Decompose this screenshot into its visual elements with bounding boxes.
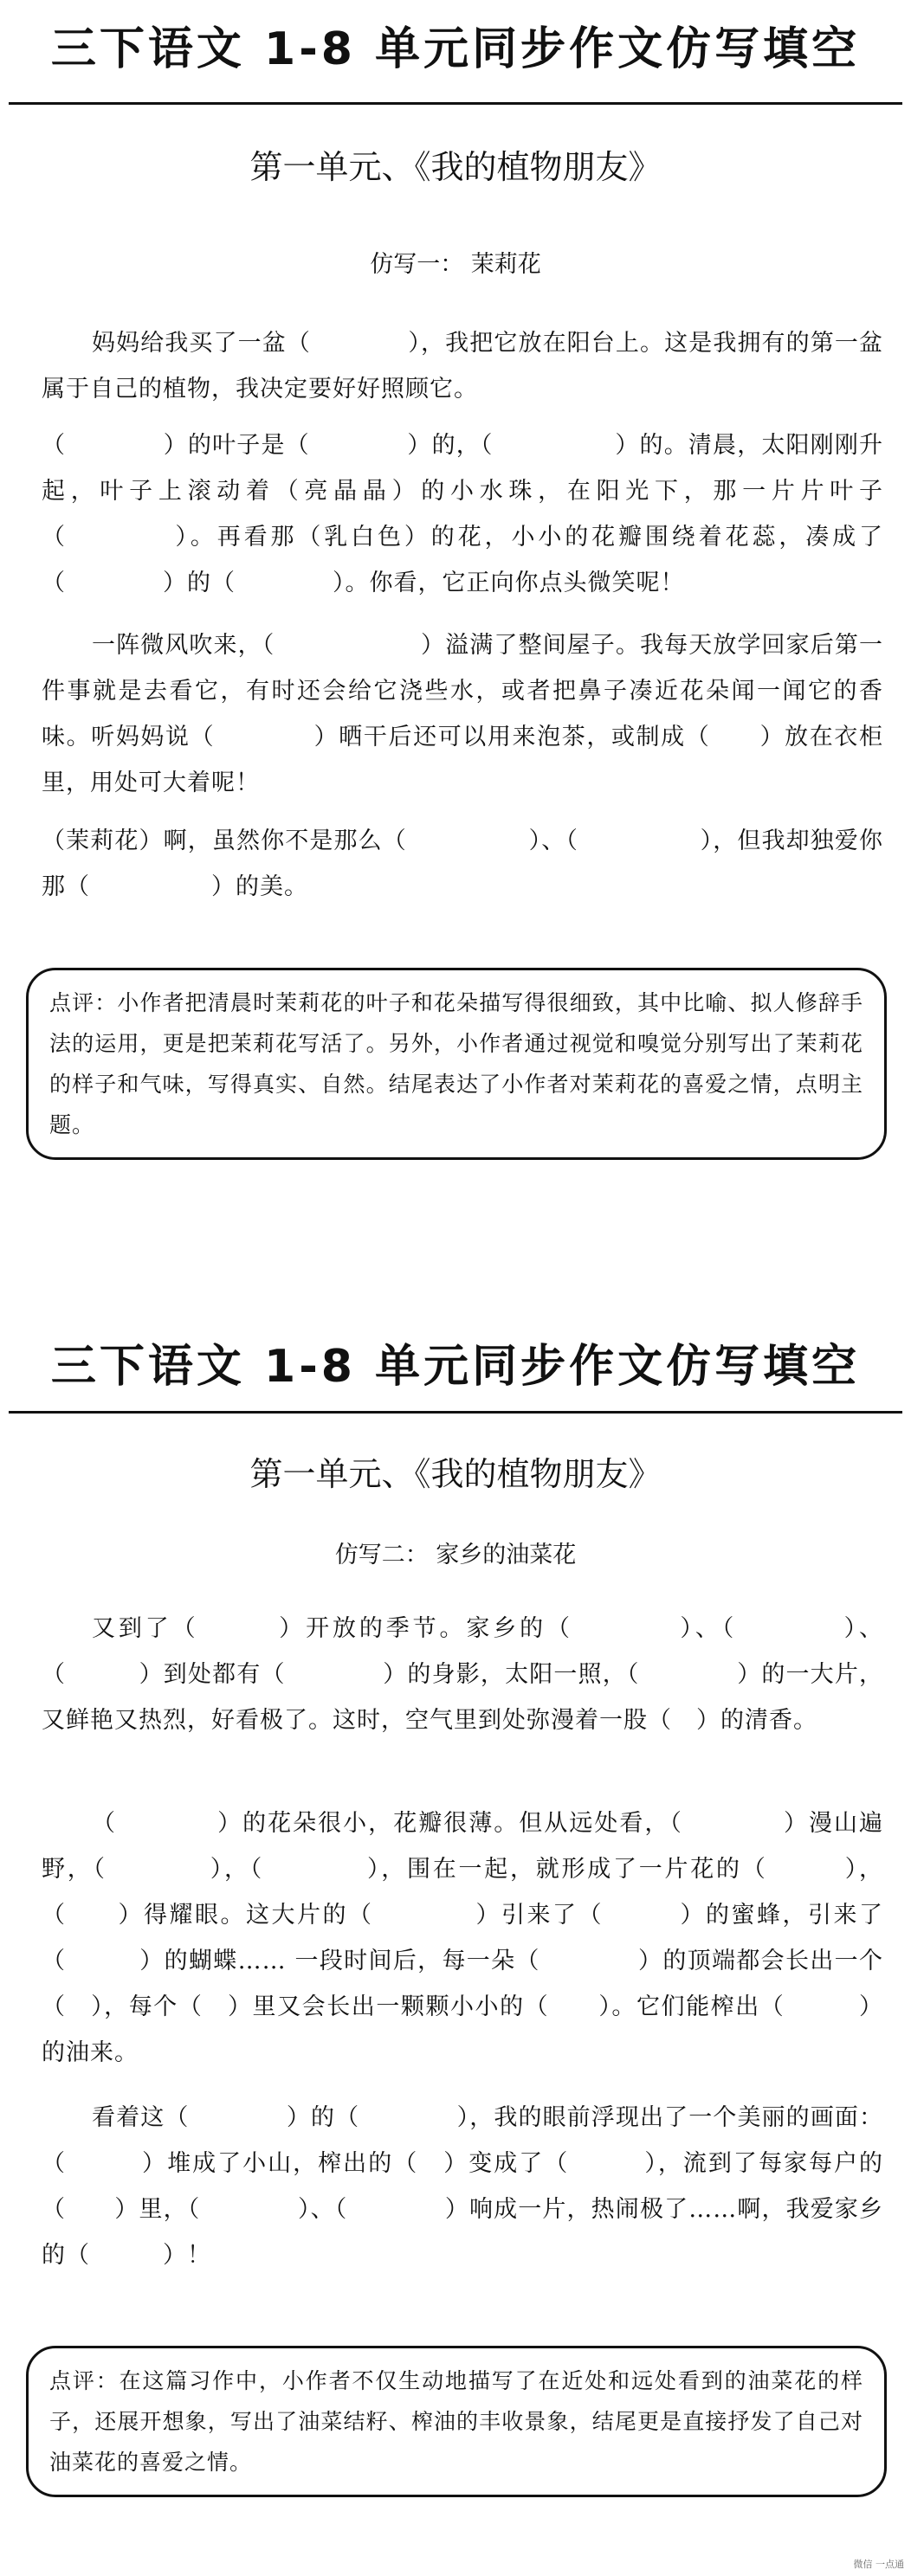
worksheet-page-2 — [0, 1298, 911, 2576]
essay-subtitle: 仿写二： 家乡的油菜花 — [334, 1542, 577, 1568]
unit-title: 第一单元、《我的植物朋友》 — [249, 1455, 662, 1493]
paragraph-3: 看着这（ ）的（ ），我的眼前浮现出了一个美丽的画面：（ ）堆成了小山，榨出的（ ）变成了（ ），流到了每家每户的（ ）里，（ ）、（ ）响成一片，热闹极了……啊，我爱家乡的（ ）！ — [42, 2104, 883, 2269]
paragraph-2: （ ）的叶子是（ ）的，（ ）的。清晨，太阳刚刚升起，叶子上滚动着（亮晶晶）的小水珠，在阳光下，那一片片叶子（ ）。再看那（乳白色）的花，小小的花瓣围绕着花蕊，凑成了（ ）的（ ）。你看，它正向你点头微笑呢！ — [42, 432, 883, 596]
header-divider — [9, 1411, 902, 1414]
paragraph-4: （茉莉花）啊，虽然你不是那么（ ）、（ ），但我却独爱你那（ ）的美。 — [42, 828, 883, 900]
unit-title: 第一单元、《我的植物朋友》 — [249, 148, 662, 186]
essay-subtitle: 仿写一： 茉莉花 — [370, 251, 541, 278]
comment-box — [26, 2346, 887, 2497]
watermark: 微信 一点通 — [853, 2559, 904, 2570]
paragraph-1: 又到了（ ）开放的季节。家乡的（ ）、（ ）、（ ）到处都有（ ）的身影，太阳一照，（ ）的一大片，又鲜艳又热烈，好看极了。这时，空气里到处弥漫着一股（ ）的清香。 — [42, 1615, 883, 1734]
paragraph-1: 妈妈给我买了一盆（ ），我把它放在阳台上。这是我拥有的第一盆属于自己的植物，我决定要好好照顾它。 — [42, 330, 883, 402]
comment-text: 点评：小作者把清晨时茉莉花的叶子和花朵描写得很细致，其中比喻、拟人修辞手法的运用，更是把茉莉花写活了。另外，小作者通过视觉和嗅觉分别写出了茉莉花的样子和气味，写得真实、自然。结尾表达了小作者对茉莉花的喜爱之情，点明主题。 — [49, 990, 863, 1137]
comment-text: 点评：在这篇习作中，小作者不仅生动地描写了在近处和远处看到的油菜花的样子，还展开想象，写出了油菜结籽、榨油的丰收景象，结尾更是直接抒发了自己对油菜花的喜爱之情。 — [49, 2368, 863, 2475]
header-divider — [9, 102, 902, 105]
paragraph-2: （ ）的花朵很小，花瓣很薄。但从远处看，（ ）漫山遍野，（ ），（ ），围在一起，就形成了一片花的（ ），（ ）得耀眼。这大片的（ ）引来了（ ）的蜜蜂，引来了（ ）的蝴蝶…… 一段时间后，每一朵（ ）的顶端都会长出一个（ ），每个（ ）里又会长出一颗颗小小的（ ）。它们能榨出（ ）的油来。 — [42, 1810, 883, 2066]
worksheet-header: 三下语文 1-8 单元同步作文仿写填空 — [50, 23, 861, 75]
paragraph-3: 一阵微风吹来，（ ）溢满了整间屋子。我每天放学回家后第一件事就是去看它，有时还会给它浇些水，或者把鼻子凑近花朵闻一闻它的香味。听妈妈说（ ）晒干后还可以用来泡茶，或制成（ ）放在衣柜里，用处可大着呢！ — [42, 632, 883, 796]
worksheet-header: 三下语文 1-8 单元同步作文仿写填空 — [50, 1341, 861, 1393]
comment-box — [26, 968, 887, 1160]
